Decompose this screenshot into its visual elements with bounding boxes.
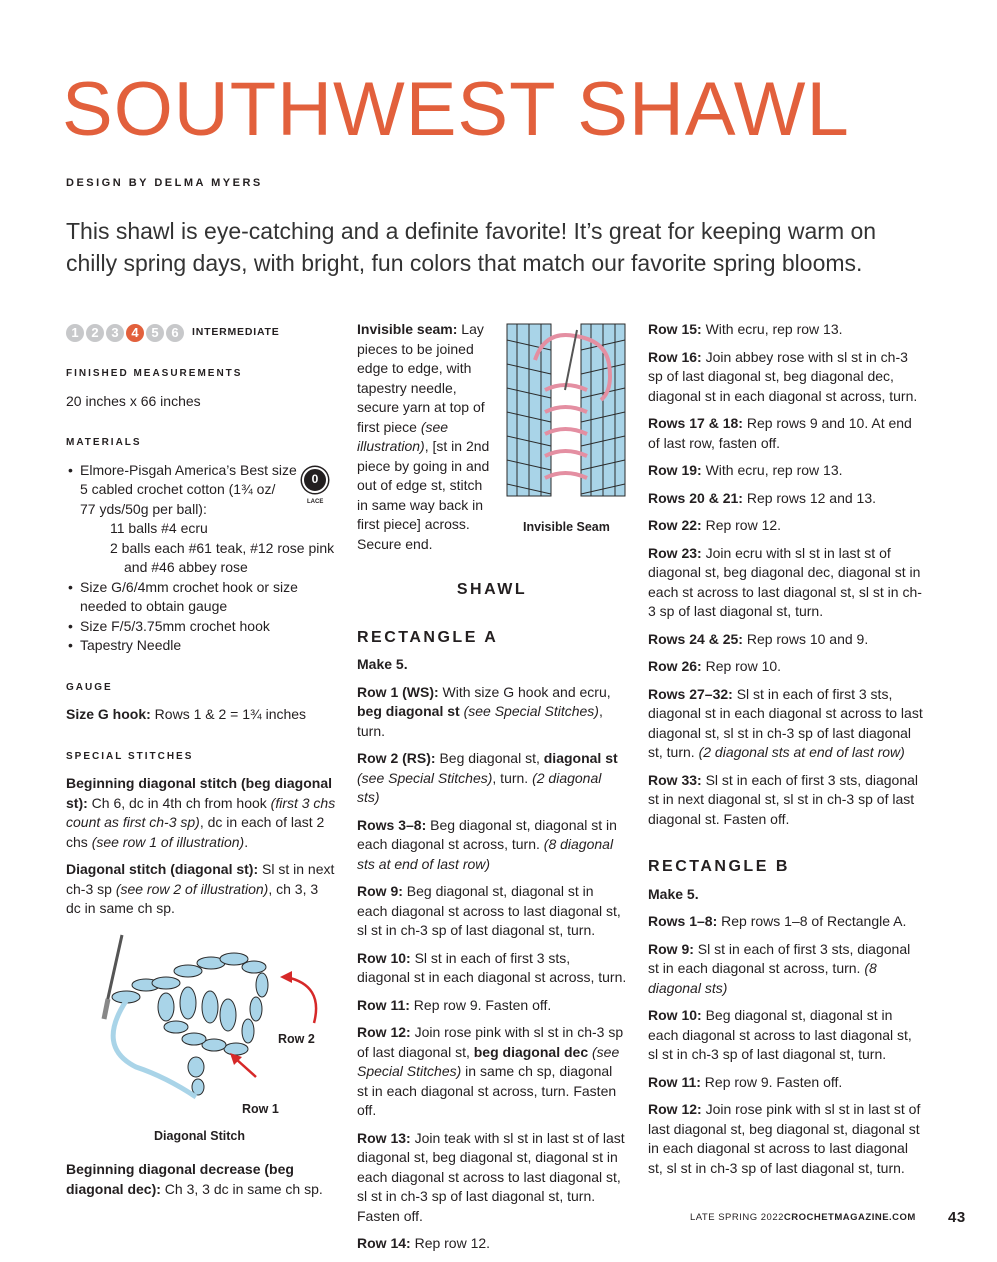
shawl-heading: SHAWL	[456, 581, 528, 598]
gauge-text: Size G hook: Rows 1 & 2 = 1¾ inches	[66, 706, 307, 722]
rectangle-a-make: Make 5.	[357, 656, 408, 672]
materials-heading: MATERIALS	[66, 437, 142, 448]
row-13-instruction: Row 13: Join teak with sl st in last st of last diagonal st, beg diagonal st, diagonal st in each diagonal st across to last diagonal st, sl st in ch-3 sp of last diagonal st, turn. Fasten off.	[357, 1129, 625, 1224]
invisible-seam-illustration	[505, 320, 627, 500]
invisible-seam-text: Invisible seam: Lay pieces to be joined edge to edge, with tapestry needle, secure yarn at top of first piece (see illustration), [st in 2nd piece by going in and out of edge st, stitch in same way back in first piece] across. Secure end.	[357, 321, 490, 552]
yarn-weight-icon: 0	[302, 467, 328, 493]
b-row-9-instruction: Row 9: Sl st in each of first 3 sts, diagonal st in each diagonal st across, turn. (8 diagonal sts)	[648, 940, 911, 996]
materials-list	[66, 461, 336, 656]
rows-17-18-instruction: Rows 17 & 18: Rep rows 9 and 10. At end of last row, fasten off.	[648, 415, 912, 451]
column-1	[66, 320, 336, 1207]
footer-issue: LATE SPRING 2022	[690, 1212, 784, 1223]
designer-byline: DESIGN BY DELMA MYERS	[66, 177, 263, 189]
invisible-seam-figure	[505, 320, 627, 520]
page-footer	[690, 1209, 970, 1226]
row-11-instruction: Row 11: Rep row 9. Fasten off.	[357, 996, 552, 1013]
skill-level-2: 2	[86, 324, 104, 342]
row-22-instruction: Row 22: Rep row 12.	[648, 517, 782, 533]
gauge-heading: GAUGE	[66, 681, 113, 693]
finished-heading: FINISHED MEASUREMENTS	[66, 368, 243, 379]
row-9-instruction: Row 9: Beg diagonal st, diagonal st in each diagonal st across to last diagonal st, sl st in ch-3 sp of last diagonal st, turn.	[357, 883, 621, 938]
skill-level-1: 1	[66, 324, 84, 342]
row-1-instruction: Row 1 (WS): With size G hook and ecru, beg diagonal st (see Special Stitches), turn.	[357, 683, 611, 739]
row-12-instruction: Row 12: Join rose pink with sl st in ch-3 sp of last diagonal st, beg diagonal dec (see Special Stitches) in same ch sp, diagonal st in each diagonal st across, turn. Fasten off.	[357, 1024, 624, 1118]
special-stitches-heading: SPECIAL STITCHES	[66, 750, 194, 762]
row-2-label: Row 2	[278, 1031, 315, 1046]
intro-paragraph: This shawl is eye-catching and a definite favorite! It’s great for keeping warm on chilly spring days, with bright, fun colors that match our favorite spring blooms.	[66, 218, 877, 276]
page-number: 43	[948, 1209, 966, 1226]
special-stitch-diagonal: Diagonal stitch (diagonal st): Sl st in next ch-3 sp (see row 2 of illustration), ch 3, 3 dc in same ch sp.	[66, 861, 335, 916]
special-stitch-beg-diagonal-dec: Beginning diagonal decrease (beg diagonal dec): Ch 3, 3 dc in same ch sp.	[66, 1161, 323, 1197]
page-title: SOUTHWEST SHAWL	[62, 67, 850, 152]
material-item: • Size G/6/4mm crochet hook or size needed to obtain gauge	[66, 578, 336, 617]
rows-3-8-instruction: Rows 3–8: Beg diagonal st, diagonal st in each diagonal st across, turn. (8 diagonal sts at end of last row)	[357, 816, 617, 872]
b-rows-1-8-instruction: Rows 1–8: Rep rows 1–8 of Rectangle A.	[648, 913, 907, 929]
row-23-instruction: Row 23: Join ecru with sl st in last st of diagonal st, beg diagonal dec, diagonal st in each st across to last diagonal st, sl st in ch-3 sp of last diagonal st, turn.	[648, 544, 922, 619]
skill-level-4-active: 4	[126, 324, 144, 342]
rows-20-21-instruction: Rows 20 & 21: Rep rows 12 and 13.	[648, 489, 877, 506]
diagonal-stitch-figure	[66, 927, 336, 1127]
column-3	[648, 320, 923, 1186]
finished-text: 20 inches x 66 inches	[66, 392, 201, 409]
row-10-instruction: Row 10: Sl st in each of first 3 sts, diagonal st in each diagonal st across, turn.	[357, 949, 627, 985]
skill-level-6: 6	[166, 324, 184, 342]
row-2-instruction: Row 2 (RS): Beg diagonal st, diagonal st (see Special Stitches), turn. (2 diagonal sts)	[357, 750, 618, 805]
rows-27-32-instruction: Rows 27–32: Sl st in each of first 3 sts, diagonal st in each diagonal st across to last diagonal st, sl st in ch-3 sp of last diagonal st, turn. (2 diagonal sts at end of last row)	[648, 685, 923, 760]
row-19-instruction: Row 19: With ecru, rep row 13.	[648, 462, 843, 478]
rectangle-b-heading: RECTANGLE B	[648, 858, 790, 875]
rectangle-b-make: Make 5.	[648, 885, 699, 902]
stitch-chain	[112, 953, 268, 1095]
material-item: • Tapestry Needle	[66, 636, 336, 656]
material-item: • Size F/5/3.75mm crochet hook	[66, 617, 336, 637]
row-1-label: Row 1	[242, 1101, 279, 1116]
rows-24-25-instruction: Rows 24 & 25: Rep rows 10 and 9.	[648, 630, 869, 647]
rectangle-a-heading: RECTANGLE A	[357, 628, 499, 646]
row-2-arrow-icon	[280, 971, 292, 983]
skill-level	[66, 322, 336, 344]
skill-level-3: 3	[106, 324, 124, 342]
material-item: • Elmore-Pisgah America’s Best size 5 cabled crochet cotton (1¾ oz/ 77 yds/50g per ball): 11 balls #4 ecru 2 balls each #61 teak, #12 rose pink and #46 abbey rose	[66, 461, 336, 578]
diagonal-stitch-caption: Diagonal Stitch	[154, 1128, 245, 1143]
b-row-12-instruction: Row 12: Join rose pink with sl st in last st of last diagonal st, beg diagonal st, diagonal st in each diagonal st across to last diagonal st, sl st in ch-3 sp of last diagonal st, turn.	[648, 1101, 921, 1176]
b-row-10-instruction: Row 10: Beg diagonal st, diagonal st in each diagonal st across to last diagonal st, sl st in ch-3 sp of last diagonal st, turn.	[648, 1007, 912, 1062]
tapestry-needle-icon	[565, 330, 577, 390]
b-row-11-instruction: Row 11: Rep row 9. Fasten off.	[648, 1073, 843, 1090]
invisible-seam-caption: Invisible Seam	[523, 520, 610, 534]
special-stitch-beg-diagonal: Beginning diagonal stitch (beg diagonal st): Ch 6, dc in 4th ch from hook (first 3 chs count as first ch-3 sp), dc in each of last 2 chs (see row 1 of illustration).	[66, 775, 336, 850]
skill-level-label: INTERMEDIATE	[192, 326, 280, 339]
row-14-instruction: Row 14: Rep row 12.	[357, 1235, 491, 1251]
skill-level-5: 5	[146, 324, 164, 342]
row-33-instruction: Row 33: Sl st in each of first 3 sts, diagonal st in next diagonal st, sl st in ch-3 sp of last diagonal st. Fasten off.	[648, 771, 919, 827]
row-15-instruction: Row 15: With ecru, rep row 13.	[648, 321, 843, 337]
column-2	[357, 320, 627, 1262]
diagonal-stitch-illustration	[66, 927, 336, 1127]
yarn-weight-label: LACE	[307, 499, 324, 505]
footer-site: CROCHETMAGAZINE.COM	[783, 1212, 916, 1223]
row-16-instruction: Row 16: Join abbey rose with sl st in ch-3 sp of last diagonal st, beg diagonal dec, diagonal st in each diagonal st across, turn.	[648, 348, 918, 404]
row-26-instruction: Row 26: Rep row 10.	[648, 658, 782, 674]
